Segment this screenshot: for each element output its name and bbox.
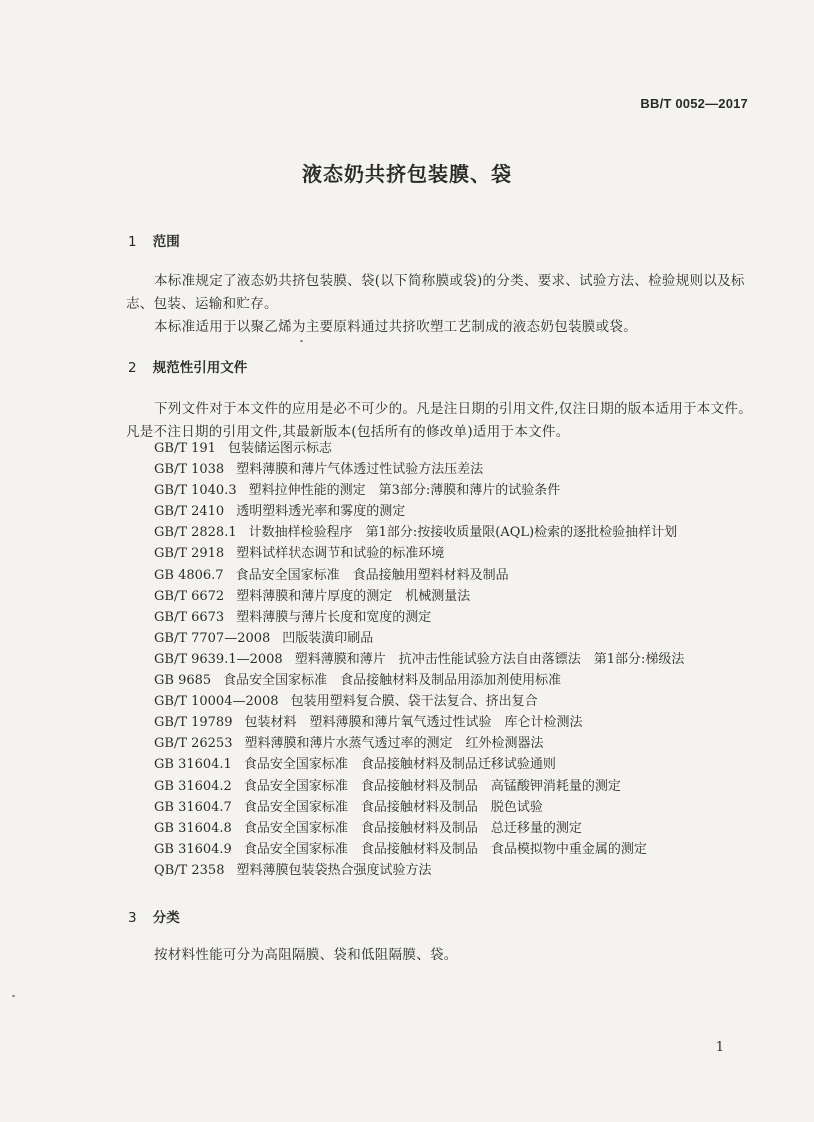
section-number: 2 <box>128 360 137 376</box>
reference-code: GB/T 10004—2008 <box>154 694 279 710</box>
section-title: 分类 <box>152 910 180 926</box>
reference-code: GB 31604.8 <box>154 820 232 836</box>
paragraph: 本标准适用于以聚乙烯为主要原料通过共挤吹塑工艺制成的液态奶包装膜或袋。 <box>154 319 637 335</box>
reference-code: GB/T 1040.3 <box>154 483 237 499</box>
section-number: 3 <box>128 910 137 926</box>
reference-item <box>154 522 684 543</box>
document-title: 液态奶共挤包装膜、袋 <box>302 162 512 186</box>
reference-title: 塑料拉伸性能的测定 第3部分:薄膜和薄片的试验条件 <box>248 483 561 499</box>
reference-code: GB/T 2918 <box>154 546 225 562</box>
reference-code: GB/T 1038 <box>154 462 225 478</box>
reference-code: GB 9685 <box>154 673 212 689</box>
reference-title: 食品安全国家标准 食品接触材料及制品用添加剂使用标准 <box>223 673 562 689</box>
reference-title: 食品安全国家标准 食品接触材料及制品 食品模拟物中重金属的测定 <box>243 841 647 857</box>
reference-code: GB/T 6673 <box>154 609 225 625</box>
reference-code: GB/T 19789 <box>154 715 233 731</box>
reference-code: GB 31604.2 <box>154 778 232 794</box>
section-3-body <box>126 944 756 967</box>
reference-title: 计数抽样检验程序 第1部分:按接收质量限(AQL)检索的逐批检验抽样计划 <box>248 525 678 541</box>
reference-item <box>154 670 684 691</box>
reference-title: 透明塑料透光率和雾度的测定 <box>236 504 406 520</box>
reference-code: GB/T 6672 <box>154 588 225 604</box>
section-1-heading <box>128 230 180 250</box>
reference-item <box>154 776 684 797</box>
reference-item <box>154 501 684 522</box>
scan-speck <box>300 340 303 342</box>
reference-item <box>154 543 684 564</box>
reference-item <box>154 565 684 586</box>
reference-title: 凹版装潢印刷品 <box>282 630 374 646</box>
reference-code: GB/T 26253 <box>154 736 233 752</box>
standard-code: BB/T 0052—2017 <box>640 96 748 111</box>
reference-item <box>154 607 684 628</box>
paragraph: 按材料性能可分为高阻隔膜、袋和低阻隔膜、袋。 <box>154 947 458 963</box>
reference-item <box>154 712 684 733</box>
reference-title: 包装材料 塑料薄膜和薄片氧气透过性试验 库仑计检测法 <box>244 715 583 731</box>
reference-item <box>154 754 684 775</box>
reference-item <box>154 480 684 501</box>
reference-code: GB/T 191 <box>154 441 216 456</box>
reference-title: 食品安全国家标准 食品接触材料及制品 脱色试验 <box>243 799 543 815</box>
paragraph: 下列文件对于本文件的应用是必不可少的。凡是注日期的引用文件,仅注日期的版本适用于本文件。凡是不注日期的引用文件,其最新版本(包括所有的修改单)适用于本文件。 <box>126 401 752 440</box>
reference-code: GB 31604.9 <box>154 841 232 857</box>
section-number: 1 <box>128 234 137 250</box>
section-1-body <box>126 270 756 339</box>
reference-title: 食品安全国家标准 食品接触材料及制品迁移试验通则 <box>243 757 556 773</box>
paragraph: 本标准规定了液态奶共挤包装膜、袋(以下简称膜或袋)的分类、要求、试验方法、检验规则以及标志、包装、运输和贮存。 <box>126 273 745 312</box>
reference-code: GB/T 7707—2008 <box>154 630 271 646</box>
reference-item <box>154 860 684 881</box>
reference-item <box>154 438 684 459</box>
reference-item <box>154 733 684 754</box>
reference-title: 食品安全国家标准 食品接触用塑料材料及制品 <box>235 567 509 583</box>
reference-item <box>154 818 684 839</box>
reference-item <box>154 649 684 670</box>
reference-title: 塑料试样状态调节和试验的标准环境 <box>236 546 445 562</box>
normative-references-list <box>154 438 684 881</box>
section-title: 范围 <box>152 234 180 250</box>
reference-code: GB 31604.1 <box>154 757 232 773</box>
section-2-heading <box>128 356 247 376</box>
reference-item <box>154 797 684 818</box>
reference-item <box>154 628 684 649</box>
reference-item <box>154 839 684 860</box>
reference-title: 塑料薄膜与薄片长度和宽度的测定 <box>236 609 432 625</box>
reference-title: 塑料薄膜和薄片厚度的测定 机械测量法 <box>236 588 471 604</box>
reference-title: 包装储运图示标志 <box>227 441 332 456</box>
page-number: 1 <box>715 1040 724 1055</box>
reference-code: GB/T 2410 <box>154 504 225 520</box>
reference-code: GB/T 2828.1 <box>154 525 237 541</box>
reference-title: 塑料薄膜和薄片气体透过性试验方法压差法 <box>236 462 484 478</box>
reference-code: GB 4806.7 <box>154 567 224 583</box>
reference-title: 塑料薄膜和薄片水蒸气透过率的测定 红外检测器法 <box>244 736 544 752</box>
section-title: 规范性引用文件 <box>152 360 248 376</box>
reference-item <box>154 691 684 712</box>
reference-title: 包装用塑料复合膜、袋干法复合、挤出复合 <box>290 694 538 710</box>
reference-code: QB/T 2358 <box>154 862 225 878</box>
reference-title: 食品安全国家标准 食品接触材料及制品 高锰酸钾消耗量的测定 <box>243 778 621 794</box>
scan-speck <box>12 995 15 997</box>
section-3-heading <box>128 906 180 926</box>
reference-title: 塑料薄膜包装袋热合强度试验方法 <box>236 862 432 878</box>
reference-title: 塑料薄膜和薄片 抗冲击性能试验方法自由落镖法 第1部分:梯级法 <box>294 651 685 667</box>
reference-title: 食品安全国家标准 食品接触材料及制品 总迁移量的测定 <box>243 820 582 836</box>
reference-code: GB/T 9639.1—2008 <box>154 651 283 667</box>
reference-code: GB 31604.7 <box>154 799 232 815</box>
reference-item <box>154 586 684 607</box>
reference-item <box>154 459 684 480</box>
